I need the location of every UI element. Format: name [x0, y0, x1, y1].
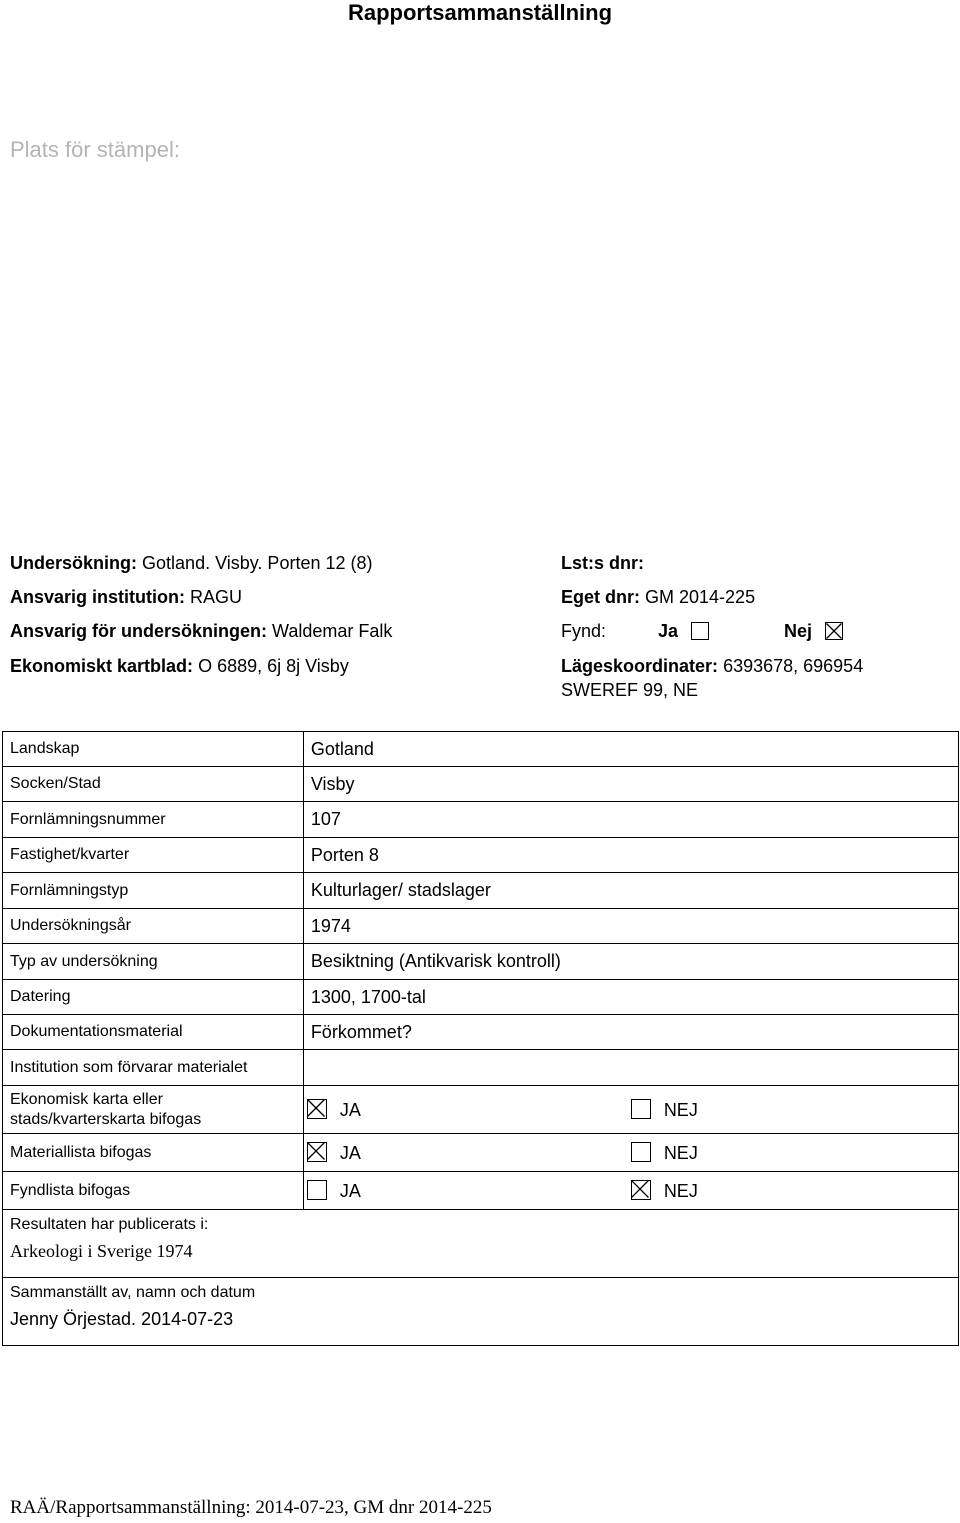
checkbox-row	[3, 1134, 959, 1172]
report-table	[2, 731, 959, 1346]
kartblad-value: O 6889, 6j 8j Visby	[198, 656, 349, 676]
table-row	[3, 838, 959, 873]
check-row-label	[3, 1134, 304, 1172]
row-label: Socken/Stad	[3, 767, 304, 802]
nej-checkbox[interactable]	[631, 1180, 651, 1200]
table-row	[3, 1050, 959, 1086]
undersokning-label: Undersökning:	[10, 553, 138, 573]
row-label: Datering	[3, 980, 304, 1015]
row-value: Porten 8	[303, 838, 958, 873]
check-row-options	[303, 1172, 958, 1210]
table-row	[3, 802, 959, 838]
koord-value: 6393678, 696954	[723, 656, 864, 676]
koord-line	[561, 656, 863, 677]
institution-value: RAGU	[190, 587, 243, 607]
row-label: Fastighet/kvarter	[3, 838, 304, 873]
lst-label: Lst:s dnr:	[561, 553, 644, 573]
ja-checkbox[interactable]	[307, 1180, 327, 1200]
option-ja[interactable]	[307, 1099, 361, 1121]
fynd-ja[interactable]	[658, 621, 709, 642]
option-nej[interactable]	[631, 1142, 698, 1164]
fynd-nej[interactable]	[784, 621, 843, 642]
eget-line	[561, 587, 755, 608]
fynd-ja-label: Ja	[658, 621, 679, 641]
check-row-label	[3, 1172, 304, 1210]
ansvarig-line	[10, 621, 392, 642]
ja-label: JA	[339, 1142, 361, 1163]
check-label-line1: Ekonomisk karta eller	[10, 1090, 163, 1108]
fynd-ja-checkbox[interactable]	[691, 622, 709, 640]
nej-label: NEJ	[663, 1180, 698, 1201]
row-label: Typ av undersökning	[3, 944, 304, 980]
ja-checkbox[interactable]	[307, 1142, 327, 1162]
koord-system: SWEREF 99, NE	[561, 680, 699, 700]
row-value: Visby	[303, 767, 958, 802]
kartblad-line	[10, 656, 349, 677]
row-label: Fornlämningstyp	[3, 873, 304, 909]
nej-label: NEJ	[663, 1142, 698, 1163]
ansvarig-value: Waldemar Falk	[272, 621, 393, 641]
check-label-line2: stads/kvarterskarta bifogas	[10, 1110, 202, 1128]
footer: RAÄ/Rapportsammanställning: 2014-07-23, GM dnr 2014-225	[10, 1497, 492, 1518]
table-row	[3, 980, 959, 1015]
table-row	[3, 1015, 959, 1050]
ja-label: JA	[339, 1099, 361, 1120]
checkbox-row	[3, 1086, 959, 1134]
option-ja[interactable]	[307, 1180, 361, 1202]
nej-checkbox[interactable]	[631, 1142, 651, 1162]
row-label: Undersökningsår	[3, 909, 304, 944]
table-row	[3, 767, 959, 802]
compiled-by-row-label: Sammanställt av, namn och datum	[10, 1284, 256, 1301]
option-nej[interactable]	[631, 1180, 698, 1202]
compiled-by-row-cell	[3, 1278, 959, 1346]
x-mark-icon	[306, 1141, 326, 1161]
institution-line	[10, 587, 242, 608]
row-label: Dokumentationsmaterial	[3, 1015, 304, 1050]
compiled-by-row	[3, 1278, 959, 1346]
x-mark-icon	[825, 622, 843, 640]
row-value	[303, 1050, 958, 1086]
koord-label: Lägeskoordinater:	[561, 656, 719, 676]
table-row	[3, 873, 959, 909]
publication-row-cell	[3, 1210, 959, 1278]
row-value: 1300, 1700-tal	[303, 980, 958, 1015]
checkbox-row	[3, 1172, 959, 1210]
nej-label: NEJ	[663, 1099, 698, 1120]
fynd-label: Fynd:	[561, 621, 607, 641]
lst-line	[561, 553, 644, 574]
kartblad-label: Ekonomiskt kartblad:	[10, 656, 194, 676]
check-row-options	[303, 1134, 958, 1172]
ja-checkbox[interactable]	[307, 1099, 327, 1119]
stamp-placeholder: Plats för stämpel:	[10, 137, 180, 162]
check-label-line1: Materiallista bifogas	[10, 1143, 152, 1161]
institution-label: Ansvarig institution:	[10, 587, 185, 607]
row-value: 1974	[303, 909, 958, 944]
check-row-options	[303, 1086, 958, 1134]
row-value: Gotland	[303, 732, 958, 767]
option-ja[interactable]	[307, 1142, 361, 1164]
x-mark-icon	[630, 1179, 650, 1199]
row-label: Landskap	[3, 732, 304, 767]
undersokning-value: Gotland. Visby. Porten 12 (8)	[142, 553, 373, 573]
row-value: Förkommet?	[303, 1015, 958, 1050]
ansvarig-label: Ansvarig för undersökningen:	[10, 621, 268, 641]
check-row-label	[3, 1086, 304, 1134]
row-label: Institution som förvarar materialet	[3, 1050, 304, 1086]
row-value: 107	[303, 802, 958, 838]
row-value: Kulturlager/ stadslager	[303, 873, 958, 909]
page-title: Rapportsammanställning	[347, 0, 613, 25]
option-nej[interactable]	[631, 1099, 698, 1121]
x-mark-icon	[306, 1098, 326, 1118]
table-row	[3, 909, 959, 944]
fynd-nej-checkbox[interactable]	[825, 622, 843, 640]
row-value: Besiktning (Antikvarisk kontroll)	[303, 944, 958, 980]
publication-row	[3, 1210, 959, 1278]
check-label-line1: Fyndlista bifogas	[10, 1181, 131, 1199]
ja-label: JA	[339, 1180, 361, 1201]
nej-checkbox[interactable]	[631, 1099, 651, 1119]
publication-row-value: Arkeologi i Sverige 1974	[10, 1241, 193, 1261]
table-row	[3, 944, 959, 980]
fynd-nej-label: Nej	[784, 621, 813, 641]
eget-value: GM 2014-225	[645, 587, 756, 607]
eget-label: Eget dnr:	[561, 587, 640, 607]
undersokning-line	[10, 553, 373, 574]
compiled-by-row-value: Jenny Örjestad. 2014-07-23	[10, 1309, 234, 1329]
table-row	[3, 732, 959, 767]
publication-row-label: Resultaten har publicerats i:	[10, 1216, 209, 1233]
row-label: Fornlämningsnummer	[3, 802, 304, 838]
